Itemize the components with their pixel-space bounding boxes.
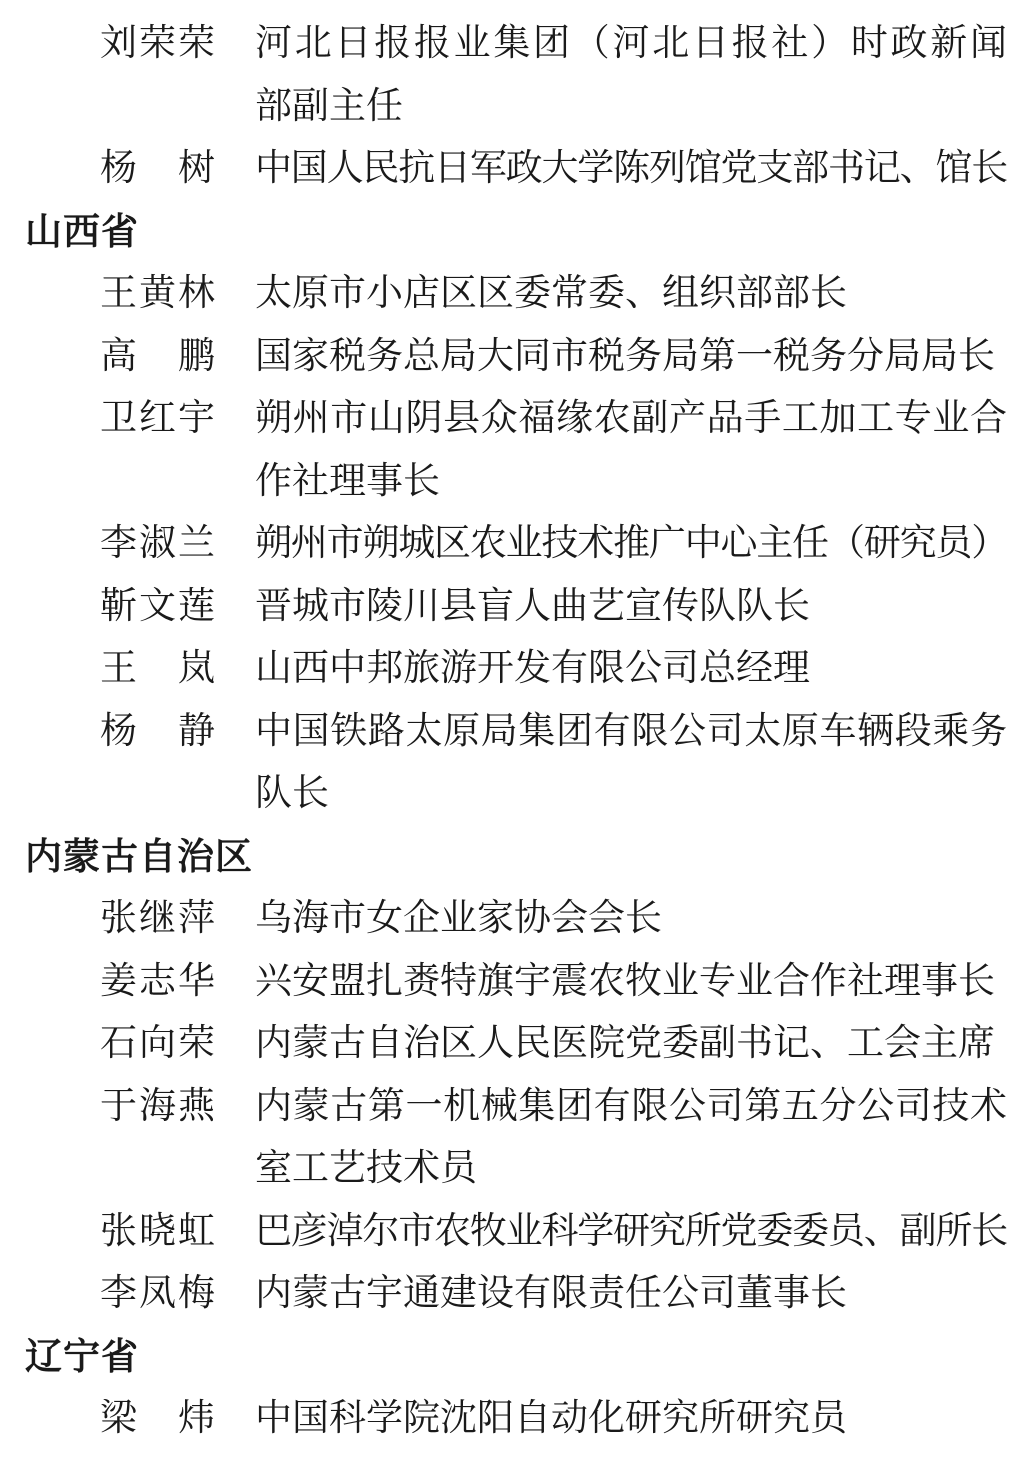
title-line: 巴彦淖尔市农牧业科学研究所党委委员、副所长 <box>255 1210 1008 1252</box>
entry-name <box>100 701 215 764</box>
name-char: 卫 <box>100 398 137 439</box>
entry-title <box>255 1076 1007 1201</box>
name-char: 荣 <box>178 23 215 64</box>
name-char: 梁 <box>100 1398 137 1439</box>
entry-row <box>0 326 1025 389</box>
entry-title <box>255 576 1007 639</box>
entry-name <box>100 1076 215 1139</box>
entry-row <box>0 576 1025 639</box>
title-line: 中国人民抗日军政大学陈列馆党支部书记、馆长 <box>255 148 1008 189</box>
entry-title <box>255 701 1007 826</box>
name-char: 李 <box>100 523 137 564</box>
name-char: 燕 <box>178 1085 215 1127</box>
section-header: 辽宁省 <box>25 1335 139 1377</box>
title-line: 朔州市山阴县众福缘农副产品手工加工专业合 <box>255 398 1007 439</box>
title-line: 朔州市朔城区农业技术推广中心主任（研究员） <box>255 523 1008 564</box>
name-char: 淑 <box>139 523 176 564</box>
entry-title <box>255 1013 1007 1076</box>
title-line: 乌海市女企业家协会会长 <box>255 898 662 939</box>
entry-row <box>0 1201 1025 1264</box>
name-char: 梅 <box>178 1273 215 1314</box>
entry-name <box>100 888 215 951</box>
name-char: 莲 <box>178 585 215 627</box>
entry-title <box>255 388 1007 513</box>
entry-name <box>100 513 215 576</box>
entry-name <box>100 638 215 701</box>
title-line: 内蒙古自治区人民医院党委副书记、工会主席 <box>255 1023 995 1064</box>
name-char: 继 <box>139 898 176 939</box>
title-line: 兴安盟扎赉特旗宇震农牧业专业合作社理事长 <box>255 960 995 1002</box>
name-char: 荣 <box>139 23 176 64</box>
entry-title <box>255 638 1007 701</box>
name-char: 宇 <box>178 398 215 439</box>
entry-name <box>100 13 215 76</box>
entry-title <box>255 138 1007 201</box>
entry-row <box>0 13 1025 138</box>
name-char: 晓 <box>139 1210 176 1252</box>
title-line: 部副主任 <box>255 85 403 127</box>
entry-name <box>100 951 215 1014</box>
name-char: 岚 <box>178 648 215 689</box>
entry-row <box>0 388 1025 513</box>
entry-name <box>100 388 215 451</box>
entry-row <box>0 701 1025 826</box>
title-line: 中国科学院沈阳自动化研究所研究员 <box>255 1398 847 1439</box>
entry-title <box>255 888 1007 951</box>
name-char: 文 <box>139 585 176 627</box>
name-char: 杨 <box>100 148 137 189</box>
name-char: 向 <box>139 1023 176 1064</box>
name-char: 海 <box>139 1085 176 1127</box>
entry-row <box>0 888 1025 951</box>
entry-title <box>255 951 1007 1014</box>
title-line: 中国铁路太原局集团有限公司太原车辆段乘务 <box>255 710 1007 752</box>
entry-row <box>0 1263 1025 1326</box>
entry-title <box>255 13 1007 138</box>
entry-title <box>255 513 1007 576</box>
entry-name <box>100 326 215 389</box>
entry-title <box>255 263 1007 326</box>
name-char: 杨 <box>100 710 137 752</box>
title-line: 山西中邦旅游开发有限公司总经理 <box>255 648 810 689</box>
name-char: 萍 <box>178 898 215 939</box>
name-char: 张 <box>100 898 137 939</box>
entry-row <box>0 1388 1025 1451</box>
name-char: 树 <box>178 148 215 189</box>
name-char: 荣 <box>178 1023 215 1064</box>
name-char: 兰 <box>178 523 215 564</box>
name-char: 于 <box>100 1085 137 1127</box>
title-line: 内蒙古第一机械集团有限公司第五分公司技术 <box>255 1085 1007 1127</box>
name-char: 李 <box>100 1273 137 1314</box>
name-char: 炜 <box>178 1398 215 1439</box>
title-line: 作社理事长 <box>255 460 440 502</box>
title-line: 太原市小店区区委常委、组织部部长 <box>255 273 847 314</box>
entry-name <box>100 263 215 326</box>
entry-title <box>255 1388 1007 1451</box>
entry-row <box>0 513 1025 576</box>
entry-name <box>100 1201 215 1264</box>
entry-title <box>255 1201 1007 1264</box>
section-header: 内蒙古自治区 <box>25 835 253 877</box>
name-char: 凤 <box>139 1273 176 1314</box>
title-line: 内蒙古宇通建设有限责任公司董事长 <box>255 1273 847 1314</box>
name-char: 林 <box>178 273 215 314</box>
title-line: 晋城市陵川县盲人曲艺宣传队队长 <box>255 585 810 627</box>
entry-name <box>100 1388 215 1451</box>
title-line: 河北日报报业集团（河北日报社）时政新闻 <box>255 23 1007 64</box>
entry-name <box>100 1263 215 1326</box>
name-char: 红 <box>139 398 176 439</box>
name-char: 张 <box>100 1210 137 1252</box>
name-char: 华 <box>178 960 215 1002</box>
name-char: 高 <box>100 335 137 377</box>
name-char: 石 <box>100 1023 137 1064</box>
entry-name <box>100 576 215 639</box>
name-char: 志 <box>139 960 176 1002</box>
entry-row <box>0 138 1025 201</box>
name-char: 王 <box>100 273 137 314</box>
title-line: 国家税务总局大同市税务局第一税务分局局长 <box>255 335 995 377</box>
name-char: 鹏 <box>178 335 215 377</box>
entry-name <box>100 1013 215 1076</box>
title-line: 室工艺技术员 <box>255 1148 477 1189</box>
section-header: 山西省 <box>25 210 139 252</box>
name-char: 王 <box>100 648 137 689</box>
name-char: 虹 <box>178 1210 215 1252</box>
entry-row <box>0 638 1025 701</box>
entry-name <box>100 138 215 201</box>
name-char: 静 <box>178 710 215 752</box>
entry-row <box>0 1076 1025 1201</box>
entry-row <box>0 263 1025 326</box>
name-char: 姜 <box>100 960 137 1002</box>
title-line: 队长 <box>255 773 329 814</box>
name-char: 刘 <box>100 23 137 64</box>
name-char: 靳 <box>100 585 137 627</box>
entry-title <box>255 326 1007 389</box>
entry-row <box>0 1013 1025 1076</box>
name-char: 黄 <box>139 273 176 314</box>
entry-title <box>255 1263 1007 1326</box>
entry-row <box>0 951 1025 1014</box>
